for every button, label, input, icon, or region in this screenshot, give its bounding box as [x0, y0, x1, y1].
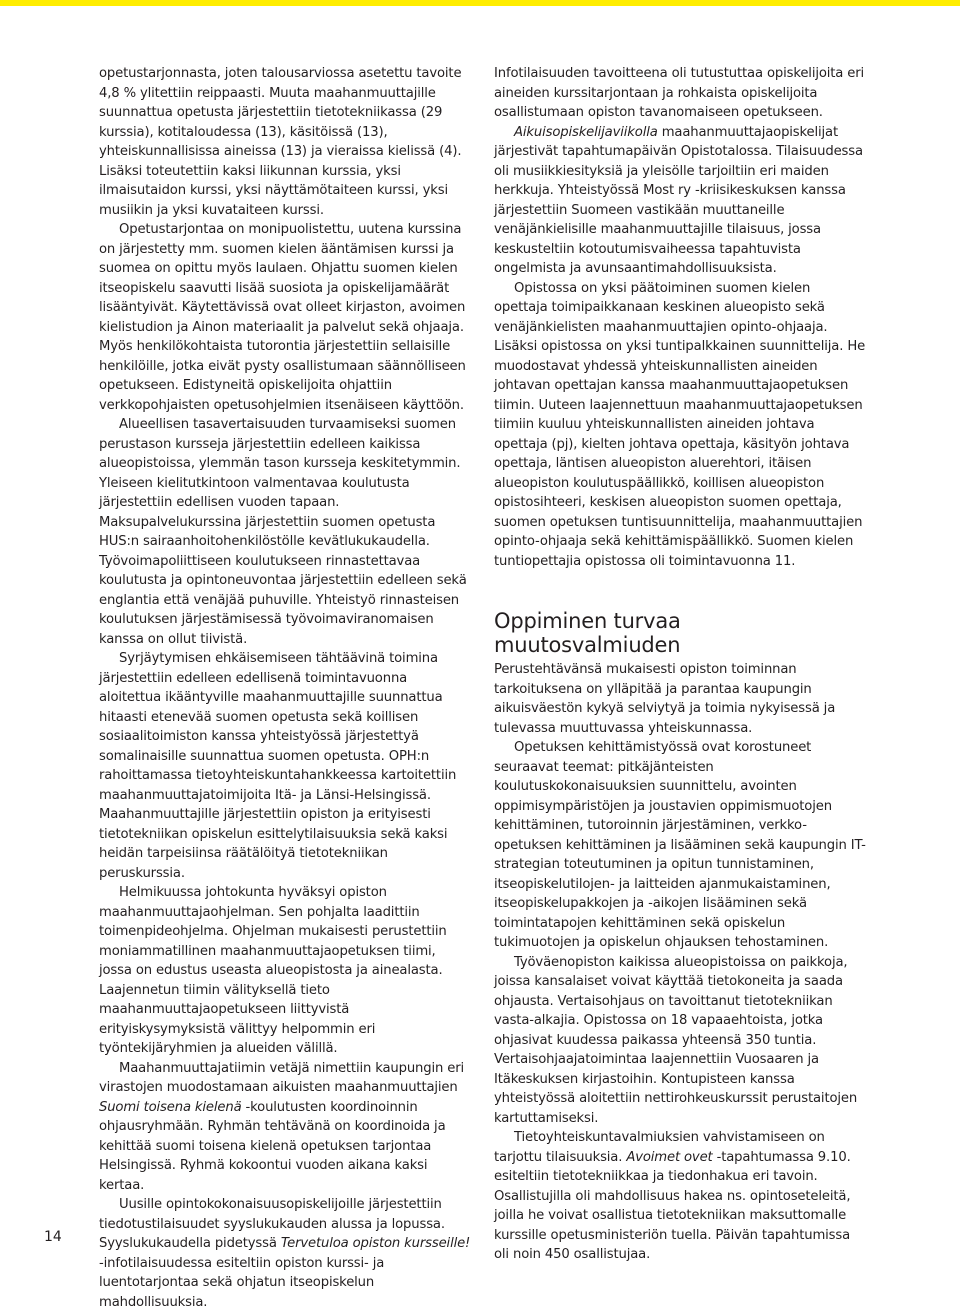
paragraph: opetustarjonnasta, joten talousarviossa asetettu tavoite 4,8 % ylitettiin reippaasti. Muuta maahanmuuttajille suunnattua opetusta järjestettiin tietotekniikassa (29 kurssia), kotitaloudessa (13), käsitöissä (13), yhteiskunnallisissa aineissa (13) ja vieraissa kielissä (4). Lisäksi toteutettiin kaksi liikunnan kurssia, yksi ilmaisutaidon kurssi, yksi näyttämötaiteen kurssi, yksi musiikin ja yksi kuvataiteen kurssi. [99, 66, 462, 218]
paragraph: Opetustarjontaa on monipuolistettu, uutena kurssina on järjestetty mm. suomen kielen ääntämisen kurssi ja suomea on opittu myös laulaen. Ohjattu suomen kielen itseopiskelu saavutti lisää suosiota ja opiskelijamäärät lisääntyivät. Käytettävissä ovat olleet kirjaston, avoimen kielistudion ja Ainon materiaalit ja palvelut sekä ohjaaja. Myös henkilökohtaista tutorontia järjestettiin sellaisille henkilöille, jotka eivät pysty osallistumaan säännölliseen opetukseen. Edistyneitä opiskelijoita ohjattiin verkkopohjaisten opetusohjelmien itsenäiseen käyttöön. [99, 222, 466, 413]
paragraph: Työväenopiston kaikissa alueopistoissa on paikkoja, joissa kansalaiset voivat käyttää tietokoneita ja saada ohjausta. Vertaisohjaus on tavoittanut tietotekniikan vasta-alkajia. Opistossa on 18 vapaaehtoista, jotka ohjasivat kuudessa paikassa yhteensä 350 tuntia. Vertaisohjaajatoimintaa laajennettiin Vuosaaren ja Itäkeskuksen kirjastoihin. Kontupisteen kanssa yhteistyössä aloitettiin nettirohkeuskurssit perustaitojen kartuttamiseksi. [494, 954, 858, 1126]
emphasis-text: Suomi toisena kielenä [99, 1099, 242, 1115]
paragraph: Opistossa on yksi päätoiminen suomen kielen opettaja toimipaikkanaan keskinen alueopisto sekä venäjänkielisten maahanmuuttajien opinto-ohjaaja. Lisäksi opistossa on yksi tuntipalkkainen suunnittelija. He muodostavat yhdessä yhteiskunnallisten aineiden johtavan opettajan kanssa maahanmuuttajaopetuksen tiimin. Uuteen laajennettuun maahanmuuttajaopetuksen tiimiin kuuluu yhteiskunnallisten aineiden johtava opettaja (pj), kielten johtava opettaja, käsityön johtava opettaja, läntisen alueopiston aluerehtori, itäisen alueopiston koulutuspäällikkö, koillisen alueopiston opistosihteeri, keskisen alueopiston suomen opettaja, suomen opetuksen tuntisuunnittelija, maahanmuuttajien opinto-ohjaaja sekä kehittämispäällikkö. Suomen kielen tuntiopettajia opistossa oli toimintavuonna 11. [494, 280, 866, 569]
paragraph: Infotilaisuuden tavoitteena oli tutustuttaa opiskelijoita eri aineiden kurssitarjontaan ja rohkaista opiskelijoita osallistumaan opiston tavanomaiseen opetukseen. [494, 66, 865, 120]
section-gap [494, 571, 866, 609]
emphasis-text: Aikuisopiskelijaviikolla [514, 124, 658, 140]
text-run: Uusille opintokokonaisuusopiskelijoille järjestettiin tiedotustilaisuudet syyslukukauden alussa ja lopussa. Syyslukukaudella pidetyssä [99, 1197, 445, 1251]
left-column [99, 64, 471, 1312]
paragraph [494, 1128, 866, 1265]
top-accent-bar [0, 0, 960, 6]
text-run: maahanmuuttajaopiskelijat järjestivät tapahtumapäivän Opistotalossa. Tilaisuudessa oli musiikkiesityksiä ja yleisölle tarjoiltiin eri maiden herkkuja. Yhteistyössä Most ry -kriisikeskuksen kanssa järjestettiin Suomeen vastikään muuttaneille venäjänkielisille maahanmuuttajille tilaisuus, jossa keskusteltiin kotoutumisvaiheessa tapahtuvista ongelmista ja avunsaantimahdollisuuksista. [494, 124, 863, 276]
emphasis-text: Tervetuloa opiston kursseille! [280, 1236, 471, 1251]
page-number: 14 [44, 1229, 62, 1245]
emphasis-text: Avoimet ovet [626, 1149, 713, 1165]
text-run: Tietoyhteiskuntavalmiuksien vahvistamiseen on tarjottu tilaisuuksia. [494, 1130, 825, 1165]
text-run: -koulutusten koordinoinnin ohjausryhmään. Ryhmän tehtävänä on koordinoida ja kehittää suomi toisena kielenä opetuksen tarjontaa Helsingissä. Ryhmä kokoontui vuoden aikana kaksi kertaa. [99, 1099, 446, 1193]
paragraph [494, 123, 866, 279]
section-heading: Oppiminen turvaa muutosvalmiuden [494, 609, 681, 657]
paragraph: Alueellisen tasavertaisuuden turvaamiseksi suomen perustason kursseja järjestettiin edelleen kaikissa alueopistoissa, ylemmän tason kursseja keskitetymmin. Yleiseen kielitutkintoon valmentavaa koulutusta järjestettiin edellisen vuoden tapaan. Maksupalvelukurssina järjestettiin suomen opetusta HUS:n sairaanhoitohenkilöstölle kevätlukukaudella. Työvoimapoliittiseen koulutukseen rinnastettavaa koulutusta ja opintoneuvontaa järjestettiin edelleen sekä englantia että venäjää puhuville. Yhteistyö rinnasteisen koulutuksen järjestämisessä työvoimaviranomaisen kanssa on ollut tiivistä. [99, 417, 467, 647]
right-column [494, 64, 866, 1265]
paragraph [99, 1059, 471, 1196]
paragraph [99, 1195, 471, 1312]
paragraph: Syrjäytymisen ehkäisemiseen tähtäävinä toimina järjestettiin edelleen edellisenä toimintavuonna aloitettua ikääntyville maahanmuuttajille suunnattua hitaasti etenevää suomen opetusta sekä koillisen sosiaalitoimiston kanssa yhteistyössä järjestettyä somalinaisille suunnattua suomen opetusta. OPH:n rahoittamassa tietoyhteiskuntahankkeessa kartoitettiin maahanmuuttajatoimijoita Itä- ja Länsi-Helsingissä. Maahanmuuttajille järjestettiin opiston ja erityisesti tietotekniikan opiskelun esittelytilaisuuksia sekä kaksi heidän tarpeisiinsa räätälöityä tietotekniikan peruskurssia. [99, 651, 457, 881]
paragraph: Perustehtävänsä mukaisesti opiston toiminnan tarkoituksena on ylläpitää ja parantaa kaupungin aikuisväestön kykyä selviytyä ja toimia nykyisessä ja tulevassa muuttuvassa yhteiskunnassa. [494, 662, 836, 736]
paragraph: Opetuksen kehittämistyössä ovat korostuneet seuraavat teemat: pitkäjänteisten koulutuskokonaisuuksien suunnittelu, avointen oppimisympäristöjen ja joustavien oppimismuotojen kehittäminen, tutoroinnin järjestäminen, verkko-opetuksen kehittäminen ja lisääminen sekä kaupungin IT-strategian toteutuminen ja opitun tunnistaminen, itseopiskelutilojen- ja laitteiden ajanmukaistaminen, itseopiskelupakkojen ja -aikojen lisääminen sekä toimintatapojen kehittäminen sekä opiskelun tukimuotojen ja opiskelun ohjauksen tehostaminen. [494, 740, 866, 950]
paragraph: Helmikuussa johtokunta hyväksyi opiston maahanmuuttajaohjelman. Sen pohjalta laadittiin toimenpideohjelma. Ohjelman mukaisesti perustettiin moniammatillinen maahanmuuttajaopetuksen tiimi, jossa on edustus useasta alueopistosta ja ainealasta. Laajennetun tiimin välityksellä tieto maahanmuuttajaopetukseen liittyvistä erityiskysymyksistä välittyy helpommin eri työntekijäryhmien ja alueiden välillä. [99, 885, 447, 1056]
text-run: -tapahtumassa 9.10. esiteltiin tietotekniikkaa ja tiedonhakua eri tavoin. Osallistujilla oli mahdollisuus hakea ns. opintoseteleitä, joilla he voivat osallistua tietotekniikan maksuttomalle kurssille opetusministeriön tuella. Päivän tapahtumissa oli noin 450 osallistujaa. [494, 1149, 851, 1262]
text-run: -infotilaisuudessa esiteltiin opiston kurssi- ja luentotarjontaa sekä ohjatun itseopiskelun mahdollisuuksia. [99, 1255, 385, 1310]
text-run: Maahanmuuttajatiimin vetäjä nimettiin kaupungin eri virastojen muodostamaan aikuisten maahanmuuttajien [99, 1060, 464, 1095]
